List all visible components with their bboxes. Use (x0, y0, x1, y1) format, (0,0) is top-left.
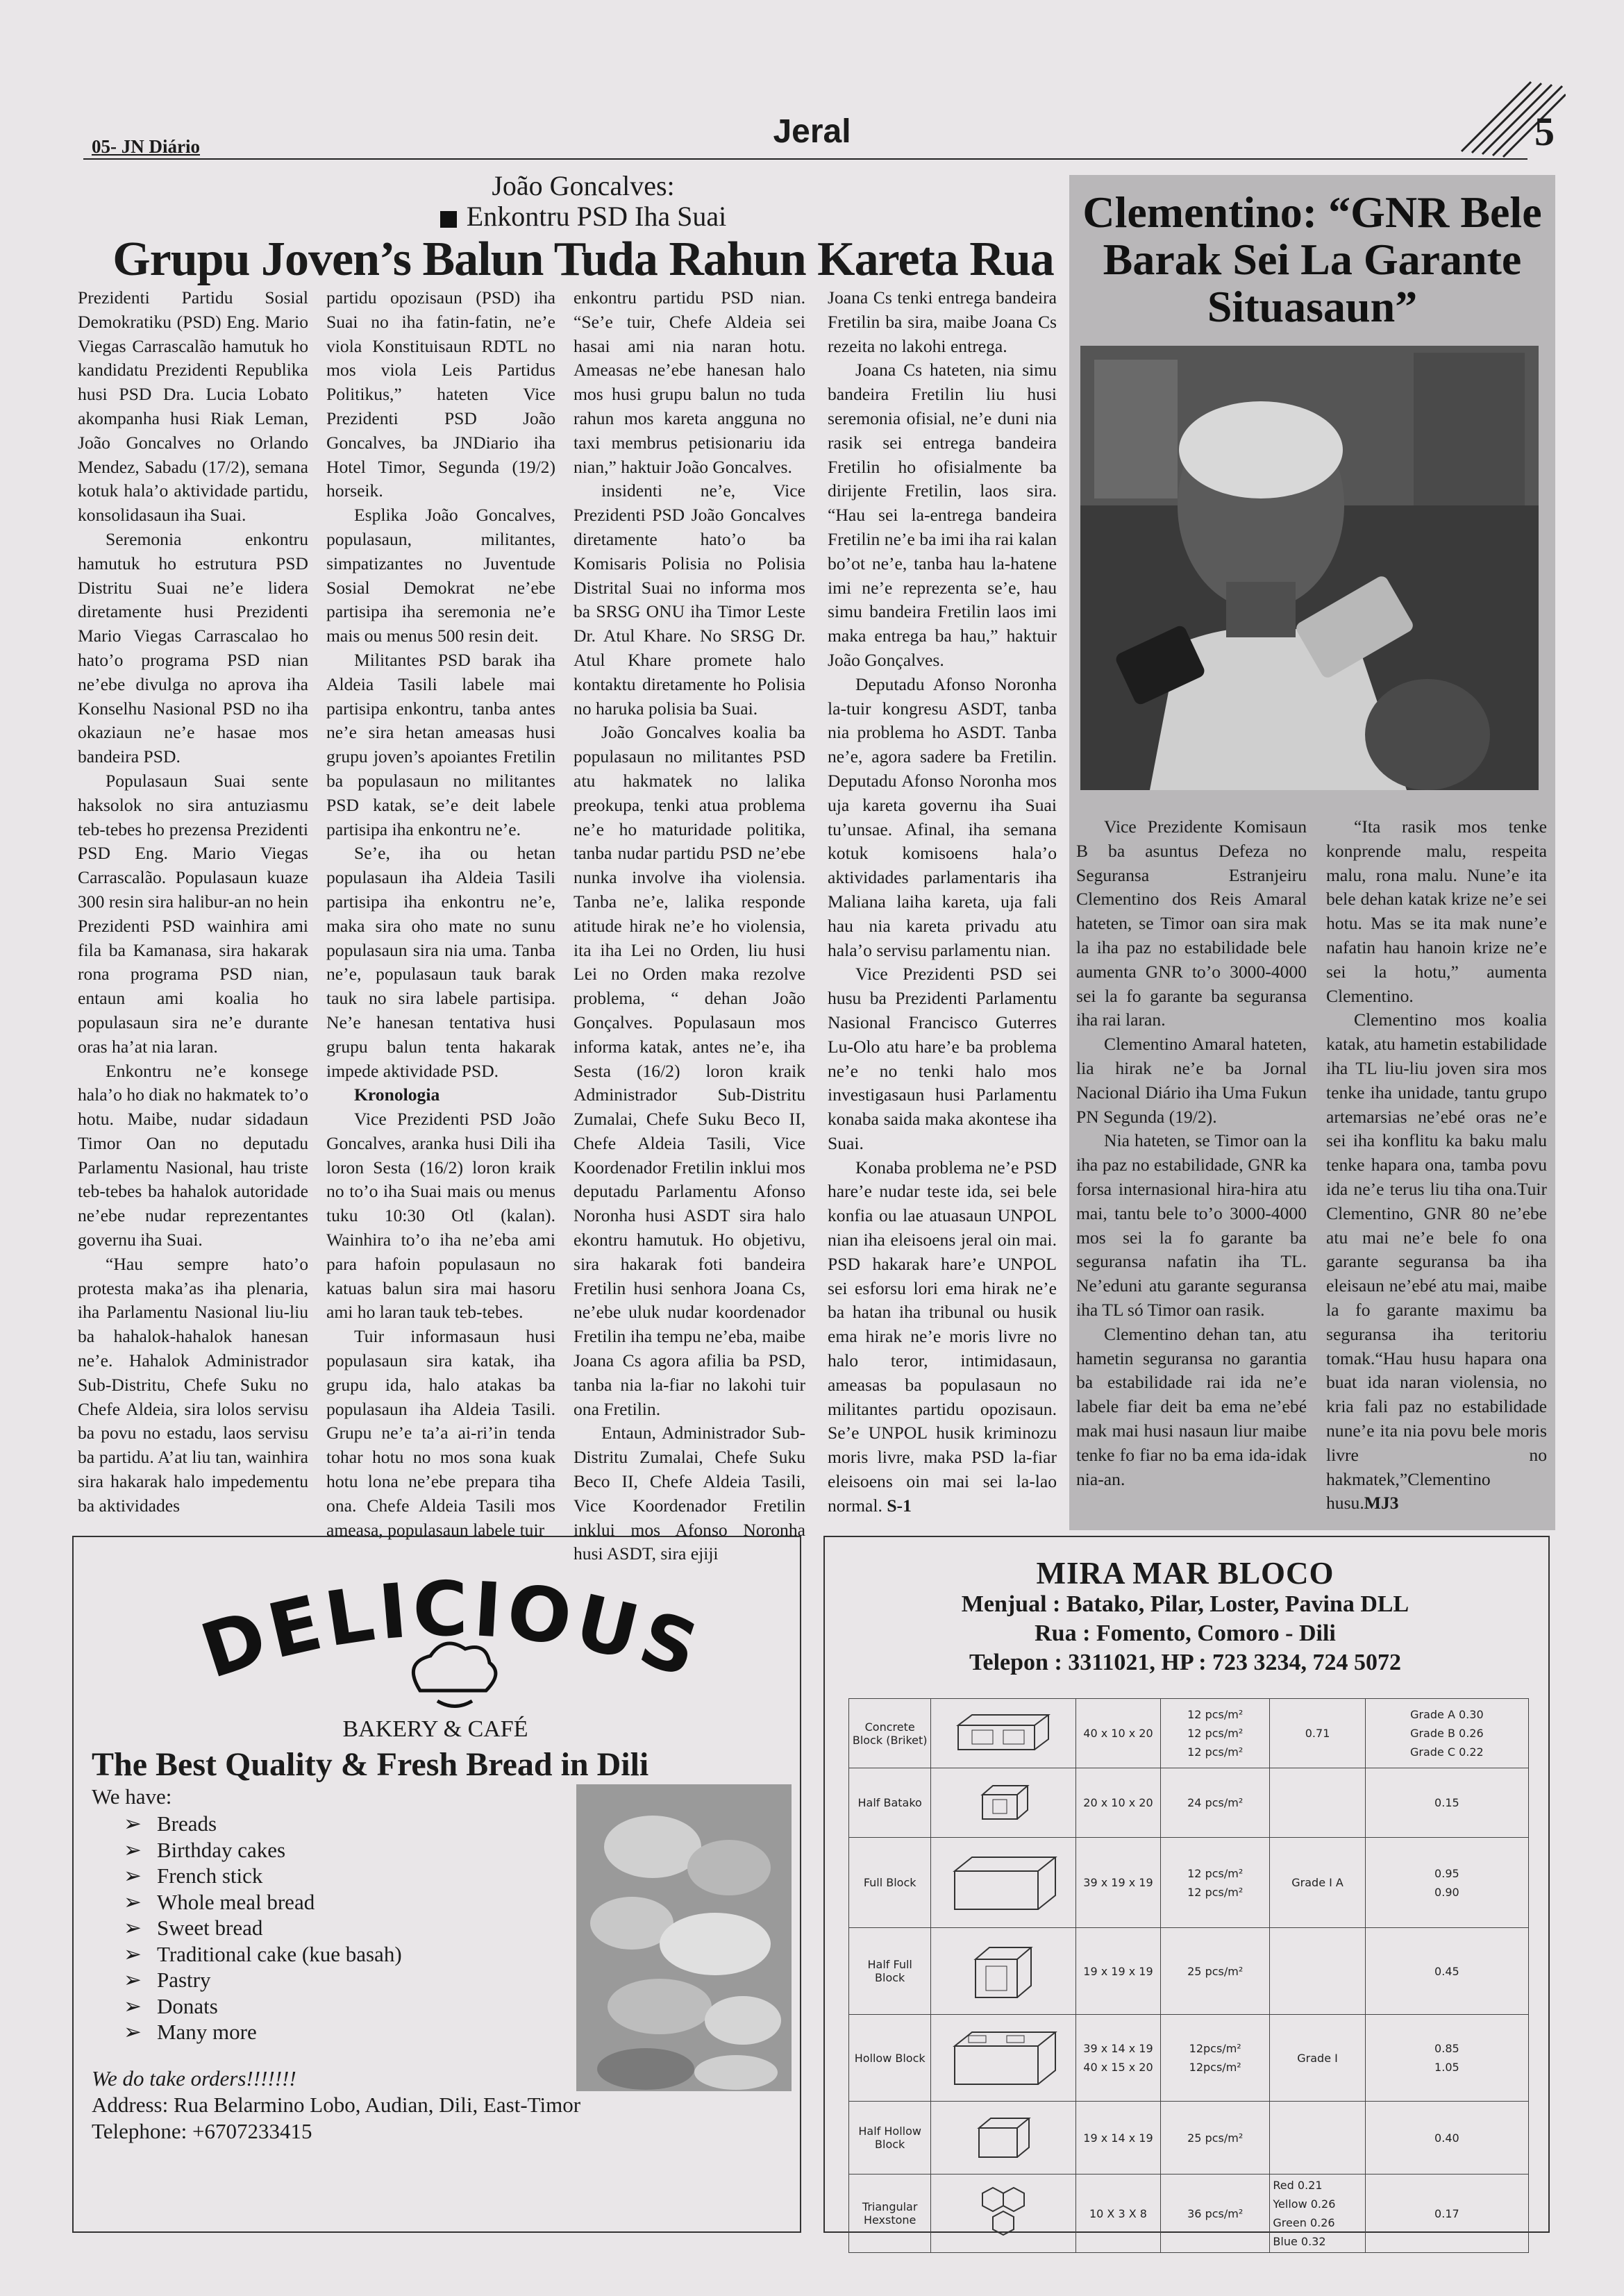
pcs-value: 12 pcs/m² (1187, 1866, 1244, 1880)
product-name: Hollow Block (849, 2015, 931, 2102)
price-table (848, 1698, 1529, 2253)
paragraph: Seremonia enkontru hamutuk ho estrutura PSD Distritu Suai ne’e lidera diretamente husi Prezidenti Mario Viegas Carrascalao ho hato’o programa PSD nian ne’ebe divulga no aprova iha Konselhu Nasional PSD no iha okaziaun ne’e hasae mos bandeira PSD. (78, 528, 308, 767)
half-hollow-block-icon (931, 2102, 1076, 2175)
paragraph: Entaun, Administrador Sub-Distritu Zumalai, Chefe Suku Beco II, Chefe Aldeia Tasili, Vice Koordenador Fretilin inklui mos Afonso Noronha husi ASDT, sira ejiji (574, 1423, 805, 1564)
pieces-per-m2: 25 pcs/m² (1160, 2102, 1269, 2175)
hexstone-icon (931, 2175, 1076, 2253)
price-value: 0.95 (1434, 1866, 1459, 1880)
product-name: Concrete Block (Briket) (849, 1699, 931, 1768)
list-item: ➢ Birthday cakes (124, 1837, 402, 1863)
grade (1270, 1768, 1365, 1838)
list-item: ➢ Sweet bread (124, 1915, 402, 1941)
paragraph: Esplika João Goncalves, populasaun, militantes, simpatizantes no Juventude Sosial Demokrat ne’ebe partisipa iha seremonia ne’e mais ou menus 500 resin deit. (326, 505, 555, 646)
dimensions: 10 X 3 X 8 (1075, 2175, 1160, 2253)
list-item: ➢ Pastry (124, 1967, 402, 1993)
list-item: ➢ Traditional cake (kue basah) (124, 1941, 402, 1968)
paragraph: Prezidenti Partidu Sosial Demokratiku (PSD) Eng. Mario Viegas Carrascalão hamutuk ho kandidatu Prezidenti Republika husi PSD Dra. Lucia Lobato akompanha husi Riak Leman, João Goncalves no Orlando Mendez, Sabadu (17/2), semana kotuk hala’o aktividade partidu, konsolidasaun iha Suai. (78, 287, 308, 526)
price-value: 0.90 (1434, 1885, 1459, 1899)
page-number: 5 (1534, 109, 1555, 154)
article-column-3 (574, 286, 805, 1566)
price: 0.45 (1365, 1928, 1528, 2015)
grade: 0.71 (1270, 1699, 1365, 1768)
dimensions: 19 x 14 x 19 (1075, 2102, 1160, 2175)
paragraph: Deputadu Afonso Noronha la-tuir kongresu ASDT, tanba nia problema ho ASDT. Tanba ne’e, agora sadere ba Fretilin. Deputadu Afonso Noronha mos uja kareta governu iha Suai tu’unsae. Afinal, iha semana kotuk komisoens hala’o aktividades parlamentaris iha Maliana laiha kareta, uja fali hau nia kareta privadu atu hala’o servisu parlamentu nian. (828, 673, 1057, 960)
svg-text:DELICIOUS (192, 1566, 712, 1696)
sidebar-headline: Clementino: “GNR Bele Barak Sei La Garante Situasaun” (1082, 187, 1542, 331)
price (1365, 1699, 1528, 1768)
paragraph-text: Konaba problema ne’e PSD hare’e nudar teste ida, sei bele konfia ou lae atuasaun UNPOL nian iha eleisoens jeral oin mai. PSD hakarak hare’e UNPOL sei esforsu lori ema hirak ne’e ba hatan iha tribunal ou husik ema hirak ne’e moris livre no halo teror, intimidasaun, ameasas ba populasaun no militantes partidu opozisaun. Se’e UNPOL husik kriminozu moris livre, maka PSD la-fiar eleisoens oin mai sei la-lao normal. (828, 1157, 1057, 1516)
bakery-tagline: BAKERY & CAFÉ (342, 1716, 528, 1742)
price-value: 0.85 (1434, 2042, 1459, 2055)
list-item: ➢ Donats (124, 1993, 402, 2020)
miramar-address: Rua : Fomento, Comoro - Dili (1035, 1620, 1336, 1646)
paragraph: Militantes PSD barak iha Aldeia Tasili labele mai partisipa enkontru, tanba antes ne’e sira hetan ameasas husi grupu joven’s apoiantes Fretilin ba populasaun no militantes PSD katak, se’e deit labele partisipa iha enkontru ne’e. (326, 649, 555, 839)
miramar-phone: Telepon : 3311021, HP : 723 3234, 724 5072 (969, 1650, 1402, 1675)
product-name: Triangular Hexstone (849, 2175, 931, 2253)
dimensions (1075, 2015, 1160, 2102)
bread-photo (576, 1784, 792, 2091)
article-kicker: João Goncalves: (492, 170, 675, 201)
article-column-1 (78, 286, 308, 1518)
pieces-per-m2: 25 pcs/m² (1160, 1928, 1269, 2015)
paragraph: João Goncalves koalia ba populasaun no militantes PSD atu hakmatek no lalika preokupa, tenki atua problema ne’e ho maturidade politika, tanba nudar partidu PSD ne’ebe nunka involve iha violensia. Tanba ne’e, lalika responde atitude hirak ne’e ho violensia, ita iha Lei no Orden, liu husi Lei no Orden maka rezolve problema, “ dehan João Gonçalves. Populasaun mos informa katak, antes ne’e, iha Sesta (16/2) loron kraik Administrador Sub-Distritu Zumalai, Chefe Suku Beco II, Chefe Aldeia Tasili, Vice Koordenador Fretilin inklui mos deputadu Parlamentu Afonso Noronha husi ASDT sira halo ekontru hamutuk. Ho objetivu, sira hakarak foti bandeira Fretilin husi senhora Joana Cs, ne’ebe uluk nudar koordenador Fretilin iha tempu ne’eba, maibe Joana Cs agora afilia ba PSD, tanba nia la-fiar no lakohi tuir ona Fretilin. (574, 722, 805, 1419)
pcs-value: 12pcs/m² (1189, 2042, 1241, 2055)
address: Address: Rua Belarmino Lobo, Audian, Dili, East-Timor (92, 2093, 581, 2117)
paragraph (828, 1156, 1057, 1518)
paragraph: Nia hateten, se Timor oan la iha paz no estabilidade, GNR ka forsa internasional hira-hira atu mai, tantu bele to’o 3000-4000 mos sei la fo garante ba seguransa nafatin iha TL. Ne’eduni atu garante seguransa iha TL só Timor oan rasik. (1076, 1130, 1307, 1320)
table-row (849, 2015, 1529, 2102)
pieces-per-m2: 36 pcs/m² (1160, 2175, 1269, 2253)
full-block-icon (931, 1838, 1076, 1928)
hollow-block-icon (931, 2015, 1076, 2102)
color-price: Green 0.26 (1273, 2216, 1335, 2229)
list-item: ➢ Many more (124, 2019, 402, 2045)
price: 0.17 (1365, 2175, 1528, 2253)
pieces-per-m2 (1160, 2015, 1269, 2102)
pieces-per-m2: 24 pcs/m² (1160, 1768, 1269, 1838)
paragraph: Vice Prezidenti PSD sei husu ba Prezidenti Parlamentu Nasional Francisco Guterres Lu-Olo atu hare’e ba problema ne’e no tenki halo mos investigasaun husi Parlamentu konaba saida maka akontese iha Suai. (828, 964, 1057, 1153)
miramar-title: MIRA MAR BLOCO (1036, 1556, 1334, 1591)
we-have-label: We have: (92, 1784, 172, 1809)
sidebar-signoff: MJ3 (1364, 1493, 1399, 1514)
table-row (849, 1768, 1529, 1838)
table-row (849, 1838, 1529, 1928)
table-row (849, 2175, 1529, 2253)
product-name: Half Full Block (849, 1928, 931, 2015)
paragraph: “Hau sempre hato’o protesta maka’as iha plenaria, iha Parlamentu Nasional liu-liu ba hahalok-hahalok hanesan ne’e. Hahalok Administrador Sub-Distritu, Chefe Suku no Chefe Aldeia, sira lolos servisu ba povu no estadu, laos servisu ba partidu. A’at liu tan, wainhira sira hakarak halo impedementu ba aktividades (78, 1253, 308, 1516)
pieces-per-m2 (1160, 1699, 1269, 1768)
pcs-value: 12 pcs/m² (1187, 1708, 1244, 1721)
product-name: Full Block (849, 1838, 931, 1928)
color-price: Red 0.21 (1273, 2179, 1323, 2192)
color-prices (1270, 2175, 1365, 2253)
paragraph: insidenti ne’e, Vice Prezidenti PSD João Goncalves diretamente hato’o ba Komisaris Polisia no Polisia Distrital Suai no informa mos ba SRSG ONU iha Timor Leste Dr. Atul Khare. No SRSG Dr. Atul Khare promete halo kontaktu diretamente ho Polisia no haruka polisia ba Suai. (574, 480, 805, 719)
dimensions: 19 x 19 x 19 (1075, 1928, 1160, 2015)
article-signoff: S-1 (887, 1495, 912, 1516)
clementino-photo (1080, 346, 1539, 790)
pcs-value: 12 pcs/m² (1187, 1745, 1244, 1759)
article-column-2 (326, 286, 555, 1542)
delicious-logo (139, 1559, 764, 1718)
header-rule (83, 158, 1527, 160)
price-value: Grade C 0.22 (1409, 1745, 1484, 1759)
half-block-icon (931, 1768, 1076, 1838)
bread-basket-image (576, 1784, 792, 2091)
list-item: ➢ Whole meal bread (124, 1889, 402, 1916)
grade (1270, 1928, 1365, 2015)
table-row (849, 2102, 1529, 2175)
dimensions: 40 x 10 x 20 (1075, 1699, 1160, 1768)
paragraph: Enkontru ne’e konsege hala’o ho diak no hakmatek to’o hotu. Maibe, nudar sidadaun Timor Oan no deputadu Parlamentu Nasional, hau triste teb-tebes ba hahalok autoridade ne’ebe nudar reprezentantes governu iha Suai. (78, 1060, 308, 1250)
color-price: Blue 0.32 (1273, 2235, 1326, 2248)
paragraph: Joana Cs tenki entrega bandeira Fretilin ba sira, maibe Joana Cs rezeita no lakohi entrega. (828, 287, 1057, 356)
price: 0.15 (1365, 1768, 1528, 1838)
price (1365, 1838, 1528, 1928)
paragraph-text: Clementino mos koalia katak, atu hametin estabilidade iha TL liu-liu joven sira mos tenke iha unidade, tantu grupo artemarsias ne’ebé oras ne’e sei iha konflitu ka baku malu tenke hapara ona, tamba povu ida ne’e terus liu tiha ona.Tuir Clementino, GNR 80 ne’ebe atu mai ne’e bele fo ona garante seguransa ba iha eleisaun ne’ebé atu mai, maibe la fo garante maximu ba seguransa iha teritoriu tomak.“Hau husu hapara ona buat ida naran violensia, no kria fali paz no estabilidade nune’e ita nia povu bele moris livre no hakmatek,”Clementino husu. (1326, 1009, 1547, 1514)
paragraph: “Ita rasik mos tenke konprende malu, respeita malu, rona malu. Nune’e ita bele dehan katak krize ne’e sei hotu. Mas se ita mak nune’e nafatin hau hanoin krize ne’e sei la hotu,” aumenta Clementino. (1326, 816, 1547, 1006)
pcs-value: 12pcs/m² (1189, 2061, 1241, 2074)
section-title: Jeral (773, 113, 851, 150)
product-list (124, 1811, 402, 2045)
article-column-4 (828, 286, 1057, 1518)
block-icon (931, 1699, 1076, 1768)
newspaper-name: 05- JN Diário (92, 136, 200, 157)
paragraph: Populasaun Suai sente haksolok no sira antuziasmu teb-tebes ho prezensa Prezidenti PSD Eng. Mario Viegas Carrascalão. Populasaun kuaze 300 resin sira halibur-an no hein Prezidenti PSD wainhira ami fila ba Kamanasa, sira hakarak rona programa PSD nian, entaun ami koalia ho populasaun sira ne’e durante oras ha’at nia laran. (78, 770, 308, 1057)
price-value: Grade A 0.30 (1410, 1708, 1484, 1721)
paragraph: enkontru partidu PSD nian. “Se’e tuir, Chefe Aldeia sei hasai ami nia naran hotu. Ameasas ne’ebe hanesan halo mos husi grupu balun no tuda rahun mos kareta angguna no taxi membrus petisionariu ida nian,” haktuir João Goncalves. (574, 287, 805, 477)
sidebar-column-2 (1326, 815, 1547, 1516)
grade (1270, 2102, 1365, 2175)
telephone: Telephone: +6707233415 (92, 2119, 312, 2143)
paragraph: Tuir informasaun husi populasaun sira katak, iha grupu ida, halo atakas ba populasaun iha Aldeia Tasili. Grupu ne’e ta’a ai-ri’in tenda tohar hotu no mos sona kuak hotu lona ne’ebe prepara tiha ona. Chefe Aldeia Tasili mos ameasa, populasaun labele tuir (326, 1326, 555, 1540)
list-item: ➢ French stick (124, 1863, 402, 1889)
color-price: Yellow 0.26 (1273, 2197, 1336, 2211)
sidebar-column-1 (1076, 815, 1307, 1491)
orders-note: We do take orders!!!!!!! (92, 2066, 296, 2090)
grade: Grade I A (1270, 1838, 1365, 1928)
half-full-block-icon (931, 1928, 1076, 2015)
grade: Grade I (1270, 2015, 1365, 2102)
pieces-per-m2 (1160, 1838, 1269, 1928)
delicious-brand: DELICIOUS (191, 1566, 712, 1696)
product-name: Half Hollow Block (849, 2102, 931, 2175)
price-value: Grade B 0.26 (1410, 1727, 1484, 1740)
pcs-value: 12 pcs/m² (1187, 1885, 1244, 1899)
square-bullet-icon (440, 211, 457, 228)
delicious-headline: The Best Quality & Fresh Bread in Dili (92, 1746, 649, 1783)
paragraph: Joana Cs hateten, nia simu bandeira Fretilin liu husi seremonia ofisial, ne’e duni nia rasik sei entrega bandeira Fretilin ho ofisialmente ba dirijente Fretilin, laos sira. “Hau sei la-entrega bandeira Fretilin ne’e ba imi iha rai kalan bo’ot ne’e, tanba hau la-hatene imi ne’e reprezenta se’e, hau simu bandeira Fretilin laos imi maka entrega ba hau,” haktuir João Gonçalves. (828, 360, 1057, 670)
article-subkicker (111, 200, 1055, 233)
miramar-products: Menjual : Batako, Pilar, Loster, Pavina DLL (961, 1591, 1409, 1617)
product-name: Half Batako (849, 1768, 931, 1838)
table-row (849, 1928, 1529, 2015)
pcs-value: 12 pcs/m² (1187, 1727, 1244, 1740)
list-item: ➢ Breads (124, 1811, 402, 1837)
man-with-microphones-image (1080, 346, 1539, 790)
article-headline: Grupu Joven’s Balun Tuda Rahun Kareta Rua (112, 233, 1054, 286)
dimensions: 39 x 19 x 19 (1075, 1838, 1160, 1928)
table-row (849, 1699, 1529, 1768)
paragraph: Se’e, iha ou hetan populasaun iha Aldeia Tasili partisipa iha enkontru ne’e, maka sira oho mate no sunu populasaun sira nia uma. Tanba ne’e, populasaun tauk barak tauk no sira labele partisipa. Ne’e hanesan tentativa husi grupu balun tenta hakarak impede aktividade PSD. (326, 843, 555, 1081)
dim-value: 39 x 14 x 19 (1083, 2042, 1153, 2055)
dimensions: 20 x 10 x 20 (1075, 1768, 1160, 1838)
paragraph: Clementino Amaral hateten, lia hirak ne’e ba Jornal Nacional Diário iha Uma Fukun PN Segunda (19/2). (1076, 1034, 1307, 1127)
paragraph: partidu opozisaun (PSD) iha Suai no iha fatin-fatin, ne’e viola Konstituisaun RDTL no mos viola Leis Partidus Politikus,” hateten Vice Prezidenti PSD João Goncalves, ba JNDiario iha Hotel Timor, Segunda (19/2) horseik. (326, 287, 555, 501)
price: 0.40 (1365, 2102, 1528, 2175)
dim-value: 40 x 15 x 20 (1083, 2061, 1153, 2074)
paragraph (1326, 1008, 1547, 1516)
price-value: 1.05 (1434, 2061, 1459, 2074)
paragraph: Clementino dehan tan, atu hametin seguransa no garantia ba estabilidade rai ida ne’e labele fiar deit ba ema ne’ebé mak mai husi nasaun liur maibe tenke fo fiar no ba ema ida-idak nia-an. (1076, 1323, 1307, 1489)
subheading-kronologia: Kronologia (354, 1084, 440, 1105)
paragraph: Vice Prezidenti PSD João Goncalves, aranka husi Dili iha loron Sesta (16/2) loron kraik no to’o iha Suai mais ou menus tuku 10:30 Otl (kalan). Wainhira to’o iha ne’eba ami para hafoin populasaun no katuas balun sira mai hasoru ami ho laran tauk teb-tebes. (326, 1109, 555, 1323)
paragraph: Vice Prezidente Komisaun B ba asuntus Defeza no Seguransa Estranjeiru Clementino dos Reis Amaral hateten, se Timor oan sira mak la iha paz no estabilidade bele aumenta GNR to’o 3000-4000 sei la fo garante ba seguransa iha rai laran. (1076, 816, 1307, 1030)
price (1365, 2015, 1528, 2102)
subkicker-text: Enkontru PSD Iha Suai (466, 201, 727, 232)
